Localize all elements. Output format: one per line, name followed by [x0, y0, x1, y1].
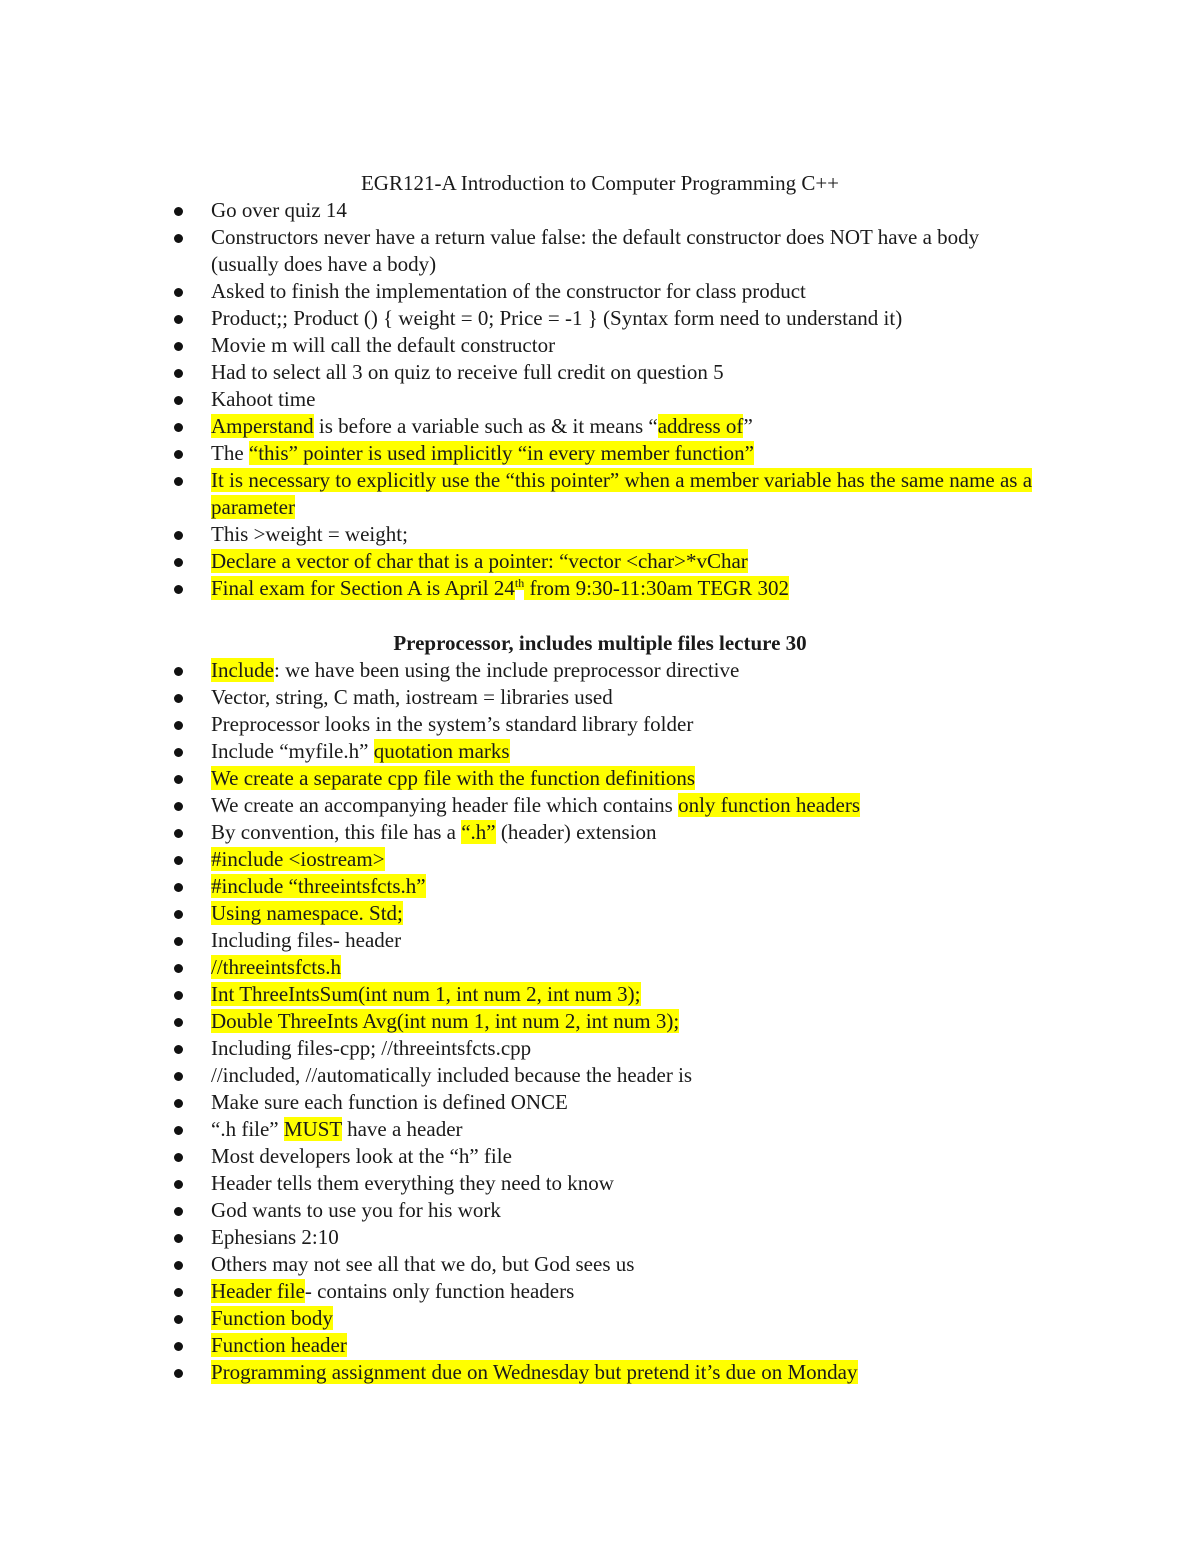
highlighted-text: #include <iostream> — [211, 847, 385, 871]
bullet-icon — [174, 991, 183, 1000]
item-text: Include “myfile.h” — [211, 739, 374, 763]
highlighted-text: It is necessary to explicitly use the “this pointer” when a member variable has the same name as a parameter — [211, 468, 1033, 519]
item-text: have a header — [341, 1117, 463, 1141]
list-item — [0, 900, 1200, 927]
list-item — [0, 548, 1200, 575]
list-item — [0, 197, 1200, 224]
item-text: //included, //automatically included because the header is — [211, 1063, 693, 1087]
bullet-icon — [174, 964, 183, 973]
bullet-icon — [174, 1072, 183, 1081]
highlighted-text: Function header — [211, 1333, 347, 1357]
highlighted-text: Function body — [211, 1306, 333, 1330]
section-heading: Preprocessor, includes multiple files lecture 30 — [393, 631, 807, 655]
bullet-icon — [174, 585, 183, 594]
highlighted-text: Final exam for Section A is April 24 — [211, 576, 515, 600]
list-item — [0, 575, 1200, 602]
list-item — [0, 1143, 1200, 1170]
list-item — [0, 1116, 1200, 1143]
bullet-icon — [174, 1099, 183, 1108]
list-item — [0, 981, 1200, 1008]
item-text: God wants to use you for his work — [211, 1198, 501, 1222]
bullet-icon — [174, 558, 183, 567]
notes-list-1 — [0, 197, 1200, 602]
list-item — [0, 359, 1200, 386]
item-text: Ephesians 2:10 — [211, 1225, 339, 1249]
list-item — [0, 711, 1200, 738]
item-text: By convention, this file has a — [211, 820, 462, 844]
highlighted-text: Int ThreeIntsSum(int num 1, int num 2, int num 3); — [211, 982, 641, 1006]
bullet-icon — [174, 937, 183, 946]
list-item — [0, 1251, 1200, 1278]
bullet-icon — [174, 748, 183, 757]
bullet-icon — [174, 315, 183, 324]
bullet-icon — [174, 1207, 183, 1216]
item-text: Constructors never have a return value false: the default constructor does NOT have a body (usually does have a body) — [211, 225, 980, 276]
bullet-icon — [174, 1369, 183, 1378]
highlighted-text: Header file — [211, 1279, 305, 1303]
highlighted-text: th — [514, 576, 525, 590]
highlighted-text: Using namespace. Std; — [211, 901, 403, 925]
bullet-icon — [174, 1126, 183, 1135]
list-item — [0, 332, 1200, 359]
item-text: Movie m will call the default constructor — [211, 333, 556, 357]
bullet-icon — [174, 775, 183, 784]
bullet-icon — [174, 694, 183, 703]
item-text: Including files- header — [211, 928, 402, 952]
list-item — [0, 819, 1200, 846]
bullet-icon — [174, 1342, 183, 1351]
highlighted-text: from 9:30-11:30am TEGR 302 — [524, 576, 790, 600]
item-text: Vector, string, C math, iostream = libraries used — [211, 685, 613, 709]
list-item — [0, 846, 1200, 873]
highlighted-text: MUST — [283, 1117, 342, 1141]
list-item — [0, 684, 1200, 711]
bullet-icon — [174, 1288, 183, 1297]
bullet-icon — [174, 1180, 183, 1189]
item-text: The — [211, 441, 249, 465]
notes-list-2 — [0, 657, 1200, 1386]
list-item — [0, 440, 1200, 467]
bullet-icon — [174, 531, 183, 540]
item-text: is before a variable such as & it means “ — [313, 414, 658, 438]
bullet-icon — [174, 396, 183, 405]
item-text: We create an accompanying header file which contains — [211, 793, 679, 817]
list-item — [0, 521, 1200, 548]
list-item — [0, 278, 1200, 305]
bullet-icon — [174, 1153, 183, 1162]
highlighted-text: Double ThreeInts Avg(int num 1, int num 2, int num 3); — [211, 1009, 680, 1033]
highlighted-text: only function headers — [678, 793, 861, 817]
bullet-icon — [174, 1315, 183, 1324]
list-item — [0, 1278, 1200, 1305]
list-item — [0, 1170, 1200, 1197]
item-text: Make sure each function is defined ONCE — [211, 1090, 568, 1114]
bullet-icon — [174, 450, 183, 459]
bullet-icon — [174, 369, 183, 378]
item-text: “.h file” — [211, 1117, 284, 1141]
item-text: Most developers look at the “h” file — [211, 1144, 512, 1168]
item-text: Header tells them everything they need to know — [211, 1171, 614, 1195]
list-item — [0, 1035, 1200, 1062]
item-text: (header) extension — [495, 820, 657, 844]
bullet-icon — [174, 1018, 183, 1027]
bullet-icon — [174, 667, 183, 676]
list-item — [0, 657, 1200, 684]
highlighted-text: //threeintsfcts.h — [211, 955, 342, 979]
list-item — [0, 1197, 1200, 1224]
list-item — [0, 1224, 1200, 1251]
bullet-icon — [174, 1234, 183, 1243]
highlighted-text: #include “threeintsfcts.h” — [211, 874, 426, 898]
item-text: Asked to finish the implementation of the constructor for class product — [211, 279, 806, 303]
highlighted-text: Amperstand — [211, 414, 314, 438]
list-item — [0, 927, 1200, 954]
list-item — [0, 1332, 1200, 1359]
item-text: Others may not see all that we do, but God sees us — [211, 1252, 635, 1276]
bullet-icon — [174, 477, 183, 486]
bullet-icon — [174, 721, 183, 730]
list-item — [0, 738, 1200, 765]
item-text: Product;; Product () { weight = 0; Price = -1 } (Syntax form need to understand it) — [211, 306, 903, 330]
highlighted-text: “.h” — [461, 820, 496, 844]
list-item — [0, 413, 1200, 440]
bullet-icon — [174, 288, 183, 297]
list-item — [0, 224, 1200, 278]
list-item — [0, 792, 1200, 819]
item-text: Preprocessor looks in the system’s standard library folder — [211, 712, 694, 736]
list-item — [0, 305, 1200, 332]
list-item — [0, 954, 1200, 981]
bullet-icon — [174, 829, 183, 838]
list-item — [0, 467, 1200, 521]
item-text: Go over quiz 14 — [211, 198, 347, 222]
bullet-icon — [174, 802, 183, 811]
highlighted-text: Programming assignment due on Wednesday but pretend it’s due on Monday — [211, 1360, 858, 1384]
bullet-icon — [174, 234, 183, 243]
bullet-icon — [174, 1261, 183, 1270]
highlighted-text: address of — [657, 414, 744, 438]
item-text: ” — [743, 414, 753, 438]
item-text: This >weight = weight; — [211, 522, 408, 546]
list-item — [0, 765, 1200, 792]
bullet-icon — [174, 342, 183, 351]
highlighted-text: quotation marks — [373, 739, 510, 763]
bullet-icon — [174, 883, 183, 892]
list-item — [0, 873, 1200, 900]
bullet-icon — [174, 910, 183, 919]
highlighted-text: We create a separate cpp file with the function definitions — [211, 766, 696, 790]
list-item — [0, 1359, 1200, 1386]
item-text: - contains only function headers — [304, 1279, 575, 1303]
bullet-icon — [174, 423, 183, 432]
bullet-icon — [174, 856, 183, 865]
list-item — [0, 1062, 1200, 1089]
item-text: : we have been using the include preprocessor directive — [273, 658, 740, 682]
bullet-icon — [174, 207, 183, 216]
page-title: EGR121-A Introduction to Computer Programming C++ — [360, 171, 840, 195]
item-text: Including files-cpp; //threeintsfcts.cpp — [211, 1036, 532, 1060]
list-item — [0, 1008, 1200, 1035]
list-item — [0, 1089, 1200, 1116]
highlighted-text: Include — [211, 658, 274, 682]
highlighted-text: “this” pointer is used implicitly “in every member function” — [248, 441, 754, 465]
list-item — [0, 386, 1200, 413]
highlighted-text: Declare a vector of char that is a pointer: “vector <char>*vChar — [211, 549, 748, 573]
list-item — [0, 1305, 1200, 1332]
item-text: Kahoot time — [211, 387, 316, 411]
bullet-icon — [174, 1045, 183, 1054]
item-text: Had to select all 3 on quiz to receive full credit on question 5 — [211, 360, 724, 384]
